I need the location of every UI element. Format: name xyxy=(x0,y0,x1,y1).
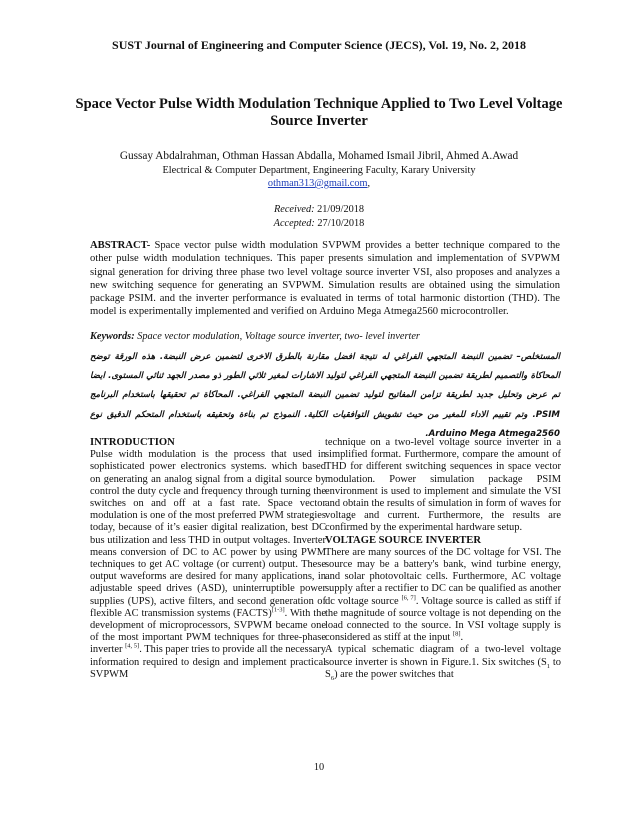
abstract xyxy=(90,239,560,319)
received-value: 21/09/2018 xyxy=(317,204,365,215)
abstract-text: Space vector pulse width modulation SVPWM provides a better technique compared to the other pulse width modulation techniques. This paper presents simulation and implementation of SVPWM signal generation for driving three phase two level voltage source inverter VSI, also proposes and analyzes a new switching sequence for generating an SVPWM. Simulation results are obtained using the simulation package PSIM. and the inverter performance is evaluated in terms of total harmonic distortion (THD). The model is experimentally implemented and verified on Arduino Mega Atmega2560 microcontroller. xyxy=(90,240,560,318)
intro-continuation: technique on a two-level voltage source inverter in a simplified format. Furthermore, compare the amount of THD for different switching sequences in space vector modulation. Power simulation package PSIM environment is used to implement and simulate the VSI and obtain the results of simulation in form of waves for voltage and current. Furthermore, the results are confirmed by the experimental hardware setup. xyxy=(325,437,561,534)
accepted-value: 27/10/2018 xyxy=(317,218,365,229)
vsi-paragraph-1 xyxy=(325,547,561,645)
left-column xyxy=(90,437,326,681)
paper-title: Space Vector Pulse Width Modulation Technique Applied to Two Level Voltage Source Inverter xyxy=(75,96,563,129)
arabic-abstract: المستخلص– تضمين النبضة المتجهي الفراغي له نتيجة افضل مقارنة بالطرق الاخرى لتضمين عرض النبضة. هذه الورقة توضح المحاكاة والتصميم لطريقة تضمين النبضة المتجهي الفراغي لتوليد الاشارات لمغير ثلاثي الطور ذو مصدر الجهد ثنائي المستوى. ايضا تم عرض وتحليل جديد لطريقة تزامن المفاتيح لتوليد تضمين النبضة المتجهي الفراغي. المحاكاة تم تحقيقها باستخدام البرنامج PSIM. وتم تقييم الاداء للمغير من حيث تشويش التوافقيات الكلية. النموذج تم بناءة وتحقيقه باستخدام المتحكم الدقيق نوع Arduino Mega Atmega2560. xyxy=(90,352,560,439)
affiliation: Electrical & Computer Department, Engineering Faculty, Karary University xyxy=(162,165,476,176)
email-suffix: , xyxy=(367,178,371,189)
citation-8: [8] xyxy=(452,630,461,638)
vsi-text-1: There are many sources of the DC voltage for VSI. The source may be a battery's bank, wind turbine energy, and solar photovoltaic cells. Furthermore, AC voltage supply after a rectifier to DC can be qualified as another dc voltage source xyxy=(325,546,561,607)
author-email-line xyxy=(40,178,598,189)
intro-text-1: Pulse width modulation is the process that used in sophisticated power electronics systems. which based on generating an analog signal from a digital source by control the duty cycle and frequency through turning the switches on and off at a fast rate. Space vector modulation is one of the most preferred PWM strategies today, because of it’s easier digital realization, best DC bus utilization and less THD in output voltages. Inverter means conversion of DC to AC power by using PWM techniques to get AC voltage (or current) output. These output waveforms are desired for many applications, in adjustable speed drives (ASD), uninterruptible power supplies (UPS), active filters, and second generation of flexible AC transmission systems (FACTS) xyxy=(90,449,326,619)
vsi-text-2: . Voltage source is called as stiff if the magnitude of source voltage is not depending on the load connected to the source. In VSI voltage supply is considered as stiff at the input xyxy=(325,595,561,644)
keywords-text: Space vector modulation, Voltage source inverter, two- level inverter xyxy=(137,331,420,342)
keywords-label: Keywords: xyxy=(90,331,135,342)
accepted-label: Accepted: xyxy=(273,218,315,229)
journal-header: SUST Journal of Engineering and Computer Science (JECS), Vol. 19, No. 2, 2018 xyxy=(112,38,526,52)
subscript-1: 1 xyxy=(546,662,551,670)
subscript-6: 6 xyxy=(330,674,335,682)
vsi-text-4b: to S xyxy=(325,656,561,680)
abstract-label: ABSTRACT- xyxy=(90,240,151,251)
author-list: Gussay Abdalrahman, Othman Hassan Abdalla, Mohamed Ismail Jibril, Ahmed A.Awad xyxy=(119,150,519,162)
citation-6-7: [6, 7] xyxy=(401,594,416,602)
right-column xyxy=(325,437,561,681)
citation-1-3: [1-3] xyxy=(271,606,285,614)
vsi-paragraph-2 xyxy=(325,644,561,681)
page-number: 10 xyxy=(313,762,325,773)
vsi-text-4c: ) are the power switches that xyxy=(334,668,454,680)
author-email-link[interactable]: othman313@gmail.com xyxy=(267,178,368,189)
citation-4-5: [4, 5] xyxy=(125,642,140,650)
received-date xyxy=(40,204,598,216)
accepted-date xyxy=(40,218,598,229)
vsi-text-3: . xyxy=(460,632,464,644)
keywords xyxy=(90,331,560,342)
vsi-text-4a: A typical schematic diagram of a two-level voltage source inverter is shown in Figure.1. Six switches (S xyxy=(325,644,561,668)
intro-text-3: . This paper tries to provide all the necessary information required to design and implement practical SVPWM xyxy=(90,644,326,680)
section-heading-voltage-source-inverter: VOLTAGE SOURCE INVERTER xyxy=(325,534,482,546)
introduction-paragraph xyxy=(90,449,326,681)
received-label: Received: xyxy=(273,204,315,215)
intro-text-2: . With the development of microprocessors, SVPWM became one of the most important PWM techniques for three-phase inverter xyxy=(90,607,326,656)
section-heading-introduction: INTRODUCTION xyxy=(90,437,175,448)
